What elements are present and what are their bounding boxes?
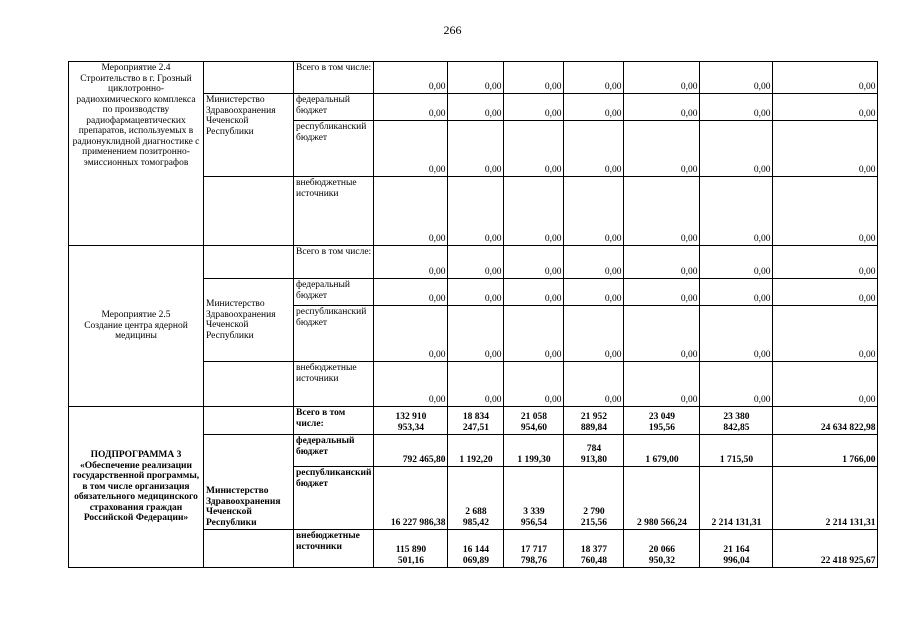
value-cell: 1 192,20 <box>448 435 504 467</box>
value-cell: 0,00 <box>700 362 773 407</box>
value-cell: 2 980 566,24 <box>624 467 700 530</box>
value-cell: 0,00 <box>504 121 564 177</box>
value-cell: 21 164 996,04 <box>700 530 773 568</box>
value-cell: 0,00 <box>700 279 773 306</box>
source-cell: Всего в том числе: <box>294 246 374 279</box>
value-cell: 0,00 <box>564 279 624 306</box>
value-cell: 18 377 760,48 <box>564 530 624 568</box>
value-cell: 20 066 950,32 <box>624 530 700 568</box>
value-cell: 0,00 <box>564 362 624 407</box>
budget-table <box>68 61 878 568</box>
value-cell: 0,00 <box>624 177 700 246</box>
source-cell: республиканский бюджет <box>294 467 374 530</box>
executor-cell: Министерство Здравоохранения Чеченской Республики <box>204 279 294 362</box>
executor-cell <box>204 362 294 407</box>
value-cell: 0,00 <box>374 246 448 279</box>
source-cell: внебюджетные источники <box>294 177 374 246</box>
value-cell: 132 910 953,34 <box>374 407 448 435</box>
executor-cell <box>204 407 294 435</box>
value-cell: 0,00 <box>448 279 504 306</box>
value-cell: 0,00 <box>773 246 878 279</box>
table-row <box>69 246 878 279</box>
value-cell: 0,00 <box>624 62 700 94</box>
value-cell: 2 214 131,31 <box>700 467 773 530</box>
value-cell: 0,00 <box>700 94 773 121</box>
value-cell: 24 634 822,98 <box>773 407 878 435</box>
value-cell: 0,00 <box>564 246 624 279</box>
value-cell: 0,00 <box>504 246 564 279</box>
value-cell: 0,00 <box>448 94 504 121</box>
value-cell: 1 679,00 <box>624 435 700 467</box>
executor-cell <box>204 530 294 568</box>
value-cell: 0,00 <box>448 121 504 177</box>
value-cell: 0,00 <box>448 306 504 362</box>
value-cell: 0,00 <box>564 94 624 121</box>
value-cell: 2 790 215,56 <box>564 467 624 530</box>
value-cell: 0,00 <box>773 121 878 177</box>
source-cell: Всего в том числе: <box>294 407 374 435</box>
value-cell: 0,00 <box>564 62 624 94</box>
value-cell: 0,00 <box>700 121 773 177</box>
value-cell: 0,00 <box>773 62 878 94</box>
value-cell: 16 144 069,89 <box>448 530 504 568</box>
value-cell: 0,00 <box>773 177 878 246</box>
value-cell: 18 834 247,51 <box>448 407 504 435</box>
value-cell: 2 688 985,42 <box>448 467 504 530</box>
value-cell: 1 715,50 <box>700 435 773 467</box>
value-cell: 0,00 <box>624 246 700 279</box>
value-cell: 23 380 842,85 <box>700 407 773 435</box>
value-cell: 0,00 <box>374 177 448 246</box>
source-cell: федеральный бюджет <box>294 279 374 306</box>
value-cell: 0,00 <box>624 94 700 121</box>
value-cell: 792 465,80 <box>374 435 448 467</box>
value-cell: 0,00 <box>448 177 504 246</box>
value-cell: 0,00 <box>773 362 878 407</box>
value-cell: 21 058 954,60 <box>504 407 564 435</box>
source-cell: федеральный бюджет <box>294 94 374 121</box>
table-row <box>69 62 878 94</box>
value-cell: 17 717 798,76 <box>504 530 564 568</box>
value-cell: 0,00 <box>448 62 504 94</box>
value-cell: 0,00 <box>564 177 624 246</box>
value-cell: 0,00 <box>624 306 700 362</box>
value-cell: 0,00 <box>504 62 564 94</box>
value-cell: 0,00 <box>374 279 448 306</box>
value-cell: 0,00 <box>564 121 624 177</box>
value-cell: 0,00 <box>504 94 564 121</box>
value-cell: 0,00 <box>700 62 773 94</box>
executor-cell <box>204 177 294 246</box>
source-cell: республиканский бюджет <box>294 121 374 177</box>
executor-cell <box>204 246 294 279</box>
event-title-cell: Мероприятие 2.5 Создание центра ядерной медицины <box>69 246 204 407</box>
value-cell: 0,00 <box>374 121 448 177</box>
source-cell: внебюджетные источники <box>294 362 374 407</box>
value-cell: 0,00 <box>564 306 624 362</box>
value-cell: 0,00 <box>504 279 564 306</box>
table-row <box>69 407 878 435</box>
executor-cell: Министерство Здравоохранения Чеченской Республики <box>204 435 294 530</box>
event-title-cell: Мероприятие 2.4 Строительство в г. Грозный циклотронно-радиохимического комплекса по производству радиофармацевтических препаратов, используемых в радионуклидной диагностике с применением позитронно-эмиссионных томографов <box>69 62 204 246</box>
value-cell: 1 199,30 <box>504 435 564 467</box>
value-cell: 0,00 <box>624 362 700 407</box>
value-cell: 16 227 986,38 <box>374 467 448 530</box>
subprogram-title-cell: ПОДПРОГРАММА 3 «Обеспечение реализации государственной программы, в том числе организация обязательного медицинского страхования граждан Российской Федерации» <box>69 407 204 568</box>
value-cell: 0,00 <box>624 121 700 177</box>
value-cell: 0,00 <box>374 306 448 362</box>
value-cell: 0,00 <box>773 94 878 121</box>
value-cell: 0,00 <box>700 246 773 279</box>
value-cell: 0,00 <box>374 62 448 94</box>
value-cell: 0,00 <box>624 279 700 306</box>
value-cell: 22 418 925,67 <box>773 530 878 568</box>
value-cell: 0,00 <box>773 306 878 362</box>
value-cell: 115 890 501,16 <box>374 530 448 568</box>
value-cell: 2 214 131,31 <box>773 467 878 530</box>
value-cell: 0,00 <box>700 306 773 362</box>
value-cell: 0,00 <box>448 246 504 279</box>
source-cell: федеральный бюджет <box>294 435 374 467</box>
value-cell: 0,00 <box>700 177 773 246</box>
page-number: 266 <box>443 23 462 37</box>
executor-cell: Министерство Здравоохранения Чеченской Республики <box>204 94 294 177</box>
value-cell: 1 766,00 <box>773 435 878 467</box>
value-cell: 0,00 <box>504 306 564 362</box>
value-cell: 0,00 <box>504 177 564 246</box>
source-cell: республиканский бюджет <box>294 306 374 362</box>
value-cell: 3 339 956,54 <box>504 467 564 530</box>
value-cell: 0,00 <box>374 362 448 407</box>
value-cell: 23 049 195,56 <box>624 407 700 435</box>
executor-cell <box>204 62 294 94</box>
value-cell: 0,00 <box>773 279 878 306</box>
value-cell: 784 913,80 <box>564 435 624 467</box>
value-cell: 21 952 889,84 <box>564 407 624 435</box>
value-cell: 0,00 <box>448 362 504 407</box>
source-cell: внебюджетные источники <box>294 530 374 568</box>
source-cell: Всего в том числе: <box>294 62 374 94</box>
value-cell: 0,00 <box>374 94 448 121</box>
value-cell: 0,00 <box>504 362 564 407</box>
